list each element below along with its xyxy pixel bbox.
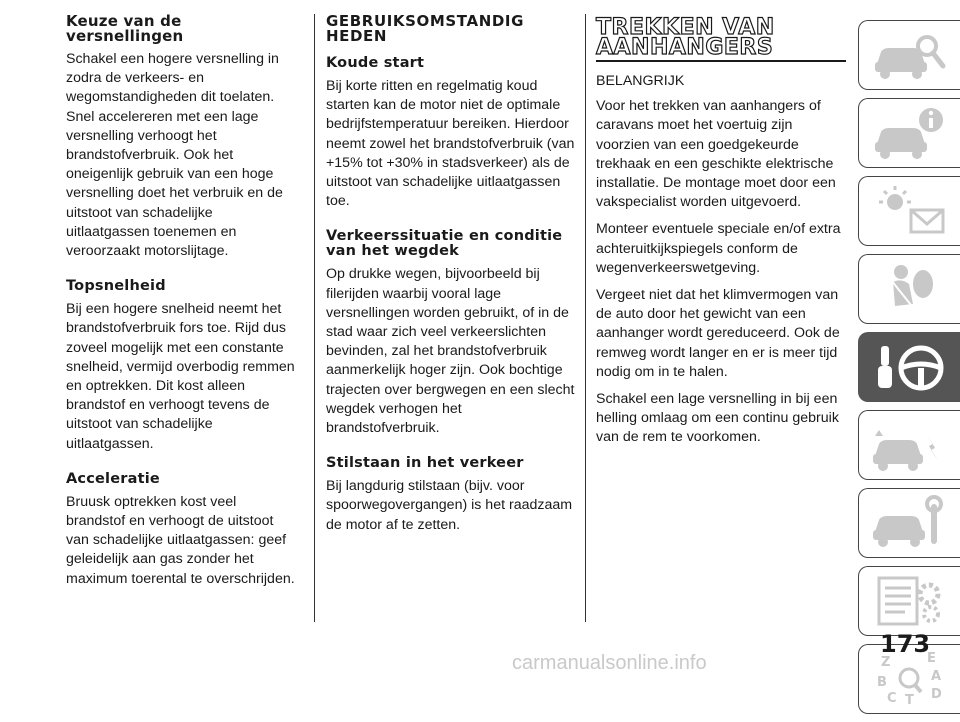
column-middle: [326, 14, 578, 543]
index-letter-d: D: [930, 687, 942, 702]
section-title-towing: [596, 15, 848, 60]
heading-usage-conditions: GEBRUIKSOMSTANDIG HEDEN: [326, 12, 524, 45]
index-icon: [871, 650, 949, 708]
paragraph-climbing: Vergeet niet dat het klimvermogen van de auto door het gewicht van een aanhanger wordt gereduceerd. Ook de remweg wordt langer en er is meer tijd nodig om in te halen.: [596, 287, 840, 380]
index-letter-b: B: [876, 675, 887, 690]
label-important: BELANGRIJK: [596, 73, 685, 89]
heading-standing-still: Stilstaan in het verkeer: [326, 455, 524, 472]
chapter-sidebar: [858, 20, 960, 722]
key-steering-wheel-icon: [871, 338, 949, 396]
watermark: carmanualsonline.info: [512, 652, 707, 674]
paragraph-traffic-road: Op drukke wegen, bijvoorbeeld bij filerijden waarbij vooral lage versnellingen worden gebruikt, of in de stad waar zich veel verkeerslichten bevinden, zal het brandstofverbruik aanmerkelijk hoger zijn. Ook bochtige trajecten over bergwegen en een slecht wegdek verhogen het brandstofverbruik.: [326, 266, 575, 437]
page-number: 173: [880, 630, 931, 658]
index-letter-c: C: [886, 691, 897, 706]
tab-start-driving[interactable]: [858, 332, 960, 402]
column-right: [596, 14, 848, 456]
index-letter-a: A: [930, 669, 941, 684]
column-divider-2: [585, 14, 586, 622]
index-letter-t: T: [904, 693, 914, 708]
paragraph-downhill: Schakel een lage versnelling in bij een helling omlaag om een continu gebruik van de rem te voorkomen.: [596, 391, 839, 446]
column-divider-1: [314, 14, 315, 622]
paragraph-towbar: Voor het trekken van aanhangers of caravans moet het voertuig zijn voorzien van een goedgekeurde trekhaak en een geschikte elektrische installatie. De montage moet door een vakspecialist worden uitgevoerd.: [596, 98, 836, 211]
tab-safety[interactable]: [858, 254, 960, 324]
index-letter-e: E: [926, 651, 936, 666]
tab-emergency[interactable]: [858, 410, 960, 480]
car-info-icon: [871, 104, 949, 162]
car-crash-icon: [871, 416, 949, 474]
section-title-line-2: AANHANGERS: [596, 35, 774, 60]
heading-acceleration: Acceleratie: [66, 470, 160, 487]
title-underline: [596, 60, 846, 62]
tab-technical-data[interactable]: [858, 566, 960, 636]
paragraph-top-speed: Bij een hogere snelheid neemt het brandstofverbruik fors toe. Rijd dus zoveel mogelijk met een constante snelheid, vermijd overbodig remmen en optrekken. Dit kost alleen brandstof en verhoogt tevens de uitstoot van schadelijke uitlaatgassen.: [66, 301, 295, 452]
airbag-seat-icon: [871, 260, 949, 318]
car-search-icon: [871, 26, 949, 84]
paragraph-mirrors: Monteer eventuele speciale en/of extra achteruitkijkspiegels conform de wegenverkeerswetgeving.: [596, 221, 841, 276]
paragraph-gear-choice: Schakel een hogere versnelling in zodra de verkeers- en wegomstandigheden dit toelaten. Snel accelereren met een lage versnelling verhoogt het brandstofverbruik. Ook het oneigenlijk gebruik van een hoge versnelling doet het verbruik en de uitstoot van schadelijke uitlaatgassen toenemen en veroorzaakt motorslijtage.: [66, 51, 283, 260]
heading-traffic-road: Verkeerssituatie en conditie van het wegdek: [326, 228, 563, 260]
section-title-line-1: TREKKEN VAN: [596, 15, 775, 40]
heading-cold-start: Koude start: [326, 55, 425, 71]
paragraph-cold-start: Bij korte ritten en regelmatig koud starten kan de motor niet de optimale bedrijfstemperatuur bereiken. Hierdoor neemt zowel het brandstofverbruik (van +15% tot +30% in stadsverkeer) als de uitstoot van schadelijke uitlaatgassen toe.: [326, 78, 575, 210]
index-letter-z: Z: [880, 655, 890, 670]
dashboard-warning-icon: [871, 182, 949, 240]
car-service-icon: [871, 494, 949, 552]
heading-top-speed: Topsnelheid: [66, 278, 166, 295]
tab-maintenance[interactable]: [858, 488, 960, 558]
technical-data-icon: [871, 572, 949, 630]
tab-car-search[interactable]: [858, 20, 960, 90]
column-left: [66, 14, 298, 597]
tab-car-info[interactable]: [858, 98, 960, 168]
paragraph-standing-still: Bij langdurig stilstaan (bijv. voor spoorwegovergangen) is het raadzaam de motor af te zetten.: [326, 478, 573, 533]
paragraph-acceleration: Bruusk optrekken kost veel brandstof en verhoogt de uitstoot van schadelijke uitlaatgassen: geef geleidelijk aan gas zonder het maximum toerental te overschrijden.: [66, 493, 295, 587]
tab-dashboard-warnings[interactable]: [858, 176, 960, 246]
heading-gear-choice: Keuze van de versnellingen: [66, 12, 184, 45]
